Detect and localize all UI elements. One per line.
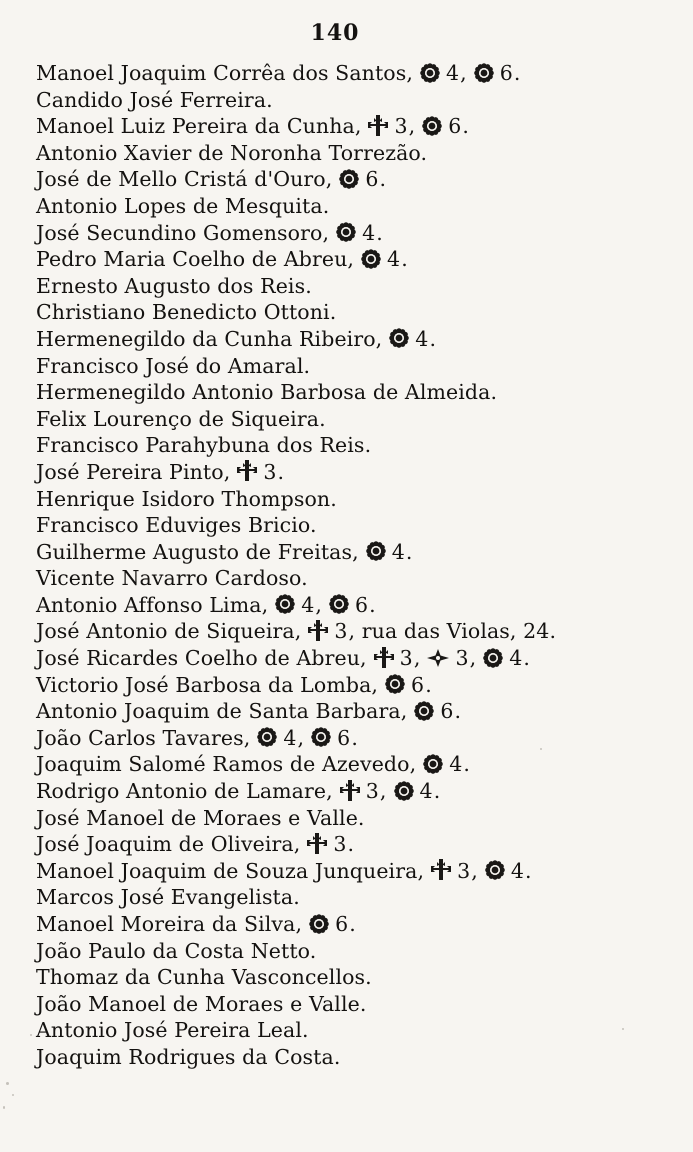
separator: , (243, 725, 251, 750)
list-item (36, 379, 686, 406)
entry-name: José Pereira Pinto (36, 459, 224, 484)
list-item (36, 778, 686, 805)
entry-name: José Secundino Gomensoro (36, 220, 323, 245)
separator: , (408, 114, 416, 139)
end-period: . (376, 220, 383, 245)
entry-name: Antonio Xavier de Noronha Torrezão (36, 140, 421, 165)
end-period: . (277, 459, 285, 484)
end-period: . (433, 779, 441, 804)
end-period: . (549, 619, 557, 644)
entry-name: Joaquim Salomé Ramos de Azevedo (36, 752, 410, 777)
end-period: . (347, 832, 355, 857)
list-item (36, 1017, 686, 1044)
rosette-icon (421, 115, 443, 137)
separator: , (315, 592, 322, 617)
entry-grade: 6 (335, 912, 349, 936)
separator: , (293, 832, 301, 857)
end-period: . (454, 699, 462, 724)
separator: , (295, 912, 303, 936)
list-item (36, 113, 686, 140)
entry-name: Christiano Benedicto Ottoni (36, 300, 330, 325)
rosette-icon (484, 859, 506, 881)
entry-name: Thomaz da Cunha Vasconcellos (36, 965, 366, 990)
entry-grade: 4 (283, 725, 297, 750)
rosette-icon (393, 780, 415, 802)
list-item (36, 220, 686, 247)
entry-name: Antonio Affonso Lima (36, 592, 262, 617)
entry-name: Felix Lourenço de Siqueira (36, 406, 320, 431)
end-period: . (302, 1018, 309, 1043)
rosette-icon (328, 593, 350, 615)
end-period: . (357, 805, 365, 830)
end-period: . (420, 140, 428, 165)
name-list (36, 60, 686, 1071)
rosette-icon (256, 726, 278, 748)
end-period: . (429, 326, 437, 351)
entry-grade: 3 (334, 619, 348, 644)
paper-speck (12, 1094, 14, 1096)
entry-name: Manoel Luiz Pereira da Cunha (36, 114, 355, 139)
cross-icon (430, 858, 452, 882)
entry-name: Hermenegildo Antonio Barbosa de Almeida (36, 380, 491, 405)
entry-grade: 3 (365, 779, 379, 804)
rosette-icon (388, 327, 410, 349)
paper-speck (6, 1082, 9, 1085)
paper-speck (622, 1028, 624, 1030)
entry-name: João Manoel de Moraes e Valle (36, 991, 360, 1016)
separator: , (417, 858, 425, 883)
entry-grade: 6 (337, 725, 351, 750)
list-item (36, 246, 686, 273)
entry-name: José Manoel de Moraes e Valle (36, 805, 358, 830)
separator: , (354, 114, 362, 139)
entry-name: Francisco Parahybuna dos Reis (36, 433, 365, 458)
list-item (36, 645, 686, 672)
separator: , (322, 220, 330, 245)
list-item (36, 672, 686, 699)
rosette-icon (360, 248, 382, 270)
rosette-icon (422, 753, 444, 775)
list-item (36, 299, 686, 326)
entry-grade: 3 (399, 646, 413, 671)
list-item (36, 1044, 686, 1071)
entry-name: Victorio José Barbosa da Lomba (36, 672, 372, 697)
list-item (36, 326, 686, 353)
end-period: . (333, 1044, 341, 1069)
list-item (36, 592, 686, 619)
entry-name: Henrique Isidoro Thompson (36, 486, 331, 511)
end-period: . (513, 61, 521, 85)
entry-name: Marcos José Evangelista (36, 885, 294, 910)
cross-icon (307, 619, 329, 643)
list-item (36, 539, 686, 566)
entry-name: Rodrigo Antonio de Lamare (36, 779, 327, 804)
entry-grade: 3 (263, 459, 277, 484)
list-item (36, 512, 686, 539)
separator: , (406, 61, 413, 85)
rosette-icon (308, 913, 330, 935)
end-period: . (330, 486, 337, 511)
separator: , (294, 619, 302, 644)
list-item (36, 353, 686, 380)
list-item (36, 831, 686, 858)
entry-name: Vicente Navarro Cardoso (36, 566, 302, 591)
cross-icon (373, 646, 395, 670)
separator: , (409, 752, 417, 777)
separator: , (297, 725, 305, 750)
separator: , (471, 858, 478, 883)
list-item (36, 459, 686, 486)
entry-grade: 4 (387, 247, 401, 272)
end-period: . (301, 566, 308, 591)
separator: , (360, 646, 367, 671)
entry-name: Manoel Joaquim Corrêa dos Santos (36, 61, 407, 85)
list-item (36, 698, 686, 725)
list-item (36, 60, 686, 87)
list-item (36, 858, 686, 885)
entry-name: Francisco Eduviges Bricio (36, 513, 311, 538)
end-period: . (369, 592, 376, 617)
end-period: . (490, 380, 498, 405)
separator: , (325, 167, 333, 192)
entry-name: Manoel Joaquim de Souza Junqueira (36, 858, 418, 883)
end-period: . (364, 433, 372, 458)
rosette-icon (274, 593, 296, 615)
entry-name: Antonio Lopes de Mesquita (36, 193, 323, 218)
list-item (36, 725, 686, 752)
end-period: . (322, 193, 330, 218)
list-item (36, 140, 686, 167)
separator: , (223, 459, 231, 484)
end-period: . (425, 672, 432, 697)
end-period: . (462, 114, 470, 139)
list-item (36, 618, 686, 645)
rosette-icon (338, 168, 360, 190)
list-item (36, 193, 686, 220)
entry-grade: 4 (510, 858, 525, 883)
separator: , (400, 699, 408, 724)
end-period: . (303, 353, 311, 378)
separator: , (375, 326, 383, 351)
rosette-icon (335, 221, 357, 243)
entry-name: Pedro Maria Coelho de Abreu (36, 247, 348, 272)
end-period: . (525, 858, 532, 883)
cross-icon (306, 832, 328, 856)
entry-name: João Paulo da Costa Netto (36, 938, 310, 963)
list-item (36, 751, 686, 778)
entry-grade: 4 (391, 539, 405, 564)
paper-speck (3, 1106, 5, 1109)
entry-name: Francisco José do Amaral (36, 353, 304, 378)
cross-icon (339, 779, 361, 803)
separator: , (371, 672, 379, 697)
end-period: . (463, 752, 471, 777)
entry-name: Guilherme Augusto de Freitas (36, 539, 353, 564)
list-item (36, 938, 686, 965)
list-item (36, 991, 686, 1018)
list-item (36, 273, 686, 300)
end-period: . (405, 539, 413, 564)
entry-grade: 6 (365, 167, 379, 192)
entry-grade: 6 (354, 592, 369, 617)
entry-grade: 4 (449, 752, 463, 777)
list-item (36, 964, 686, 991)
end-period: . (329, 300, 337, 325)
entry-grade: 4 (445, 61, 460, 85)
end-period: . (305, 273, 312, 298)
entry-name: Hermenegildo da Cunha Ribeiro (36, 326, 376, 351)
page-number: 140 (310, 20, 360, 46)
end-period: . (359, 991, 367, 1016)
end-period: . (309, 938, 317, 963)
list-item (36, 406, 686, 433)
entry-grade: 3 (333, 832, 347, 857)
entry-address: , rua das Violas, 24 (348, 619, 550, 644)
entry-grade: 6 (411, 672, 425, 697)
end-period: . (266, 87, 273, 112)
rosette-icon (413, 700, 435, 722)
star-cross-icon (426, 648, 450, 668)
rosette-icon (419, 62, 441, 84)
entry-name: Manoel Moreira da Silva (36, 912, 296, 936)
end-period: . (523, 646, 530, 671)
separator: , (326, 779, 333, 804)
rosette-icon (365, 540, 387, 562)
end-period: . (365, 965, 372, 990)
paper-speck (30, 1034, 32, 1036)
entry-name: José de Mello Cristá d'Ouro (36, 167, 326, 192)
list-item (36, 87, 686, 114)
entry-grade: 6 (440, 699, 454, 724)
separator: , (261, 592, 269, 617)
paper-speck (540, 748, 542, 750)
entry-name: José Antonio de Siqueira (36, 619, 295, 644)
entry-name: João Carlos Tavares (36, 725, 244, 750)
rosette-icon (310, 726, 332, 748)
entry-name: Ernesto Augusto dos Reis (36, 273, 306, 298)
entry-name: Antonio José Pereira Leal (36, 1018, 302, 1043)
separator: , (347, 247, 355, 272)
list-item (36, 911, 686, 938)
entry-grade: 3 (455, 646, 469, 671)
end-period: . (293, 885, 300, 910)
end-period: . (310, 513, 317, 538)
list-item (36, 166, 686, 193)
rosette-icon (482, 647, 504, 669)
separator: , (413, 646, 421, 671)
entry-grade: 3 (457, 858, 471, 883)
end-period: . (351, 725, 358, 750)
separator: , (460, 61, 467, 85)
list-item (36, 565, 686, 592)
end-period: . (319, 406, 326, 431)
list-item (36, 486, 686, 513)
entry-grade: 4 (362, 220, 376, 245)
entry-grade: 4 (301, 592, 315, 617)
rosette-icon (473, 62, 495, 84)
entry-grade: 4 (509, 646, 523, 671)
end-period: . (349, 912, 356, 936)
entry-name: José Ricardes Coelho de Abreu (36, 646, 361, 671)
list-item (36, 884, 686, 911)
entry-grade: 6 (499, 61, 513, 85)
separator: , (379, 779, 387, 804)
end-period: . (379, 167, 387, 192)
entry-name: Joaquim Rodrigues da Costa (36, 1044, 334, 1069)
cross-icon (236, 459, 258, 483)
entry-grade: 6 (448, 114, 462, 139)
end-period: . (401, 247, 408, 272)
separator: , (469, 646, 477, 671)
list-item (36, 805, 686, 832)
cross-icon (367, 114, 389, 138)
list-item (36, 432, 686, 459)
entry-grade: 3 (394, 114, 408, 139)
entry-name: Antonio Joaquim de Santa Barbara (36, 699, 401, 724)
separator: , (352, 539, 359, 564)
entry-name: Candido José Ferreira (36, 87, 267, 112)
entry-name: José Joaquim de Oliveira (36, 832, 294, 857)
entry-grade: 4 (415, 326, 429, 351)
rosette-icon (384, 673, 406, 695)
entry-grade: 4 (419, 779, 433, 804)
